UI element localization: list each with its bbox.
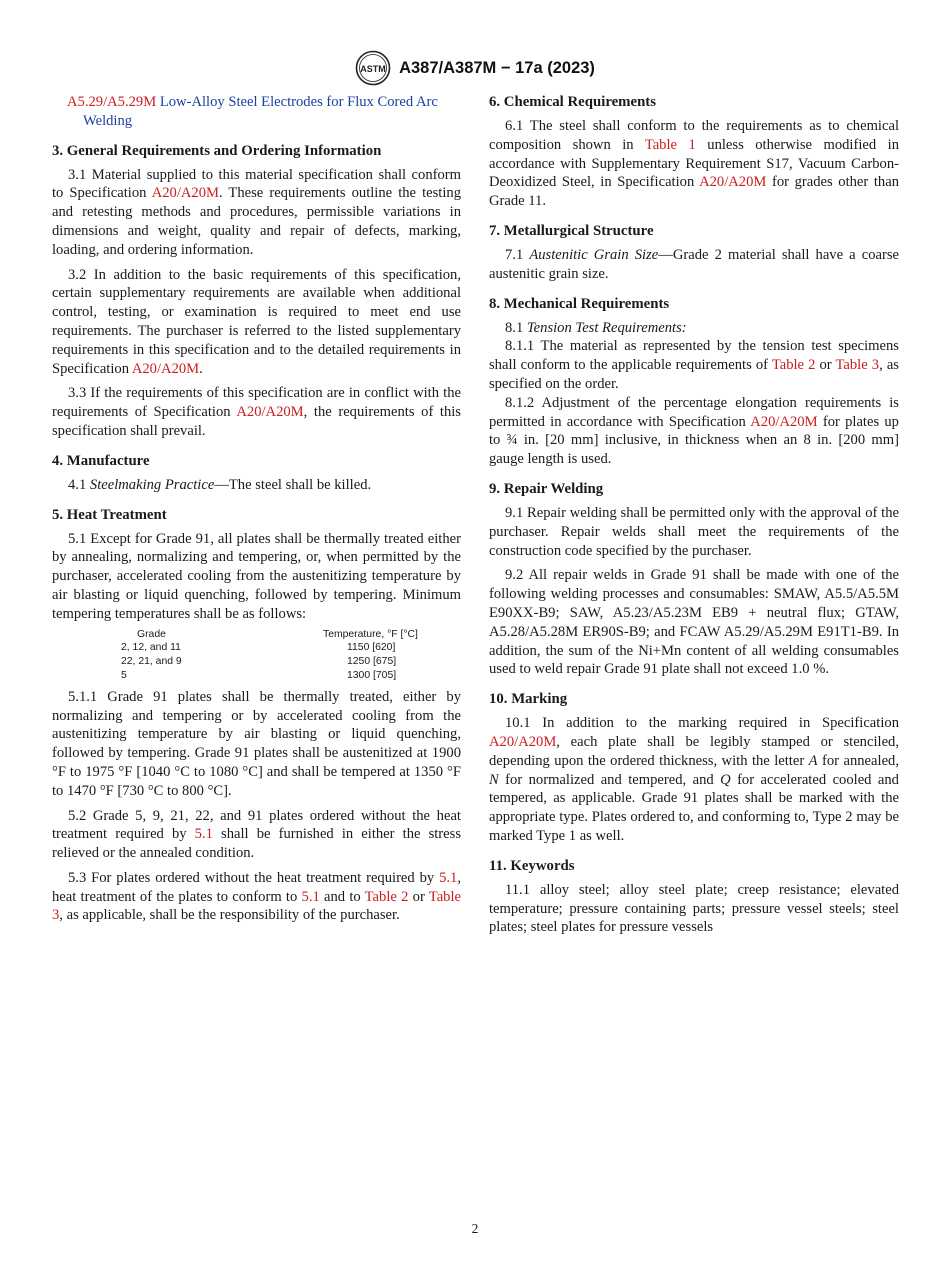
section-5-1-link[interactable]: 5.1 xyxy=(301,888,320,905)
table-3-link[interactable]: Table 3 xyxy=(835,357,880,374)
section-9-heading: 9. Repair Welding xyxy=(489,480,604,497)
table-2-link[interactable]: Table 2 xyxy=(364,888,409,905)
table-cell: 1250 [675] xyxy=(347,656,397,668)
para-8-1-2: 8.1.2 Adjustment of the percentage elongation requirements is permitted in accordance with Specification A20/A20M for plates up to ¾ in. [20 mm] inclusive, in thickness when an 8 in. [200 mm] gauge length is used. xyxy=(489,394,899,468)
table-header-row xyxy=(121,628,418,642)
table-cell: 5 xyxy=(121,669,127,681)
para-5-3: 5.3 For plates ordered without the heat treatment required by 5.1, heat treatment of the plates to conform to 5.1 and to Table 2 or Table 3, as applicable, shall be the responsibility of the purchaser. xyxy=(52,869,461,924)
table-cell: 2, 12, and 11 xyxy=(121,642,181,654)
page-number: 2 xyxy=(471,1221,479,1236)
table-header-temperature: Temperature, °F [°C] xyxy=(323,628,418,640)
para-11-1: 11.1 alloy steel; alloy steel plate; creep resistance; elevated temperature; pressure containing parts; pressure vessel steels; steel plates; steel plates for pressure vessels xyxy=(489,881,899,936)
a20-link[interactable]: A20/A20M xyxy=(699,174,767,191)
section-7-heading: 7. Metallurgical Structure xyxy=(489,222,654,239)
para-6-1: 6.1 The steel shall conform to the requirements as to chemical composition shown in Table 1 unless otherwise modified in accordance with Supplementary Requirement S17, Vacuum Carbon-Deoxidized Steel, in Specification A20/A20M for grades other than Grade 11. xyxy=(489,118,899,210)
para-4-1: 4.1 Steelmaking Practice—The steel shall be killed. xyxy=(68,476,372,493)
page-header xyxy=(0,50,950,86)
table-row xyxy=(121,669,418,683)
table-row xyxy=(121,655,418,669)
para-5-1-1: 5.1.1 Grade 91 plates shall be thermally treated, either by normalizing and tempering or by accelerated cooling from the austenitizing temperature by air blasting or liquid quenching, followed by tempering. Grade 91 plates shall be austenitized at 1900 °F to 1975 °F [1040 °C to 1080 °C] and shall be tempered at 1350 °F to 1470 °F [730 °C to 800 °C]. xyxy=(52,688,461,799)
table-3-link[interactable]: Table 3 xyxy=(52,888,461,924)
left-column xyxy=(52,93,461,925)
table-cell: 22, 21, and 9 xyxy=(121,656,182,668)
para-3-3: 3.3 If the requirements of this specification are in conflict with the requirements of Specification A20/A20M, the requirements of this specification shall prevail. xyxy=(52,385,461,439)
a20-link[interactable]: A20/A20M xyxy=(489,733,557,750)
para-5-2: 5.2 Grade 5, 9, 21, 22, and 91 plates ordered without the heat treatment required by 5.1 shall be furnished in either the stress relieved or the annealed condition. xyxy=(52,807,462,862)
para-10-1: 10.1 In addition to the marking required in Specification A20/A20M, each plate shall be legibly stamped or stenciled, depending upon the ordered thickness, with the letter A for annealed, N for normalized and tempered, and Q for accelerated cooled and tempered, as applicable. Grade 91 plates shall be marked with the appropriate type. Plates ordered to, and conforming to, Type 2 may be marked Type 1 as well. xyxy=(489,715,899,844)
section-6-heading: 6. Chemical Requirements xyxy=(489,94,656,110)
section-5-1-link[interactable]: 5.1 xyxy=(194,826,213,843)
para-8-1-1: 8.1.1 The material as represented by the tension test specimens shall conform to the applicable requirements of Table 2 or Table 3, as specified on the order. xyxy=(489,338,899,392)
para-3-2: 3.2 In addition to the basic requirements of this specification, certain supplementary requirements are available when additional control, testing, or examination is required to meet end use requirements. The purchaser is referred to the listed supplementary requirements in this specification and to the detailed requirements in Specification A20/A20M. xyxy=(52,266,461,377)
para-9-1: 9.1 Repair welding shall be permitted only with the approval of the purchaser. Repair welds shall meet the requirements of the construction code specified by the purchaser. xyxy=(489,504,899,559)
section-3-heading: 3. General Requirements and Ordering Information xyxy=(52,142,382,159)
table-cell: 1150 [620] xyxy=(347,642,396,654)
para-3-1: 3.1 Material supplied to this material specification shall conform to Specification A20/A20M. These requirements outline the testing and retesting methods and procedures, permissible variations in dimensions and weight, quality and repair of defects, marking, loading, and ordering information. xyxy=(52,166,462,258)
table-header-grade: Grade xyxy=(137,628,166,640)
ref-title: Low-Alloy Steel Electrodes for Flux Cored Arc Welding xyxy=(83,94,438,129)
para-5-1: 5.1 Except for Grade 91, all plates shall be thermally treated either by annealing, normalizing and tempering, or, when permitted by the purchaser, accelerated cooling from the austenitizing temperature by air blasting or liquid quenching, followed by tempering. Minimum tempering temperatures shall be as follows: xyxy=(52,530,461,622)
tempering-table xyxy=(121,628,418,683)
ref-code-link[interactable]: A5.29/A5.29M xyxy=(67,94,157,110)
para-7-1: 7.1 Austenitic Grain Size—Grade 2 material shall have a coarse austenitic grain size. xyxy=(489,246,899,282)
a20-link[interactable]: A20/A20M xyxy=(131,360,200,377)
document-id: A387/A387M − 17a (2023) xyxy=(399,58,595,77)
section-5-heading: 5. Heat Treatment xyxy=(52,506,167,523)
table-1-link[interactable]: Table 1 xyxy=(644,136,696,153)
section-10-heading: 10. Marking xyxy=(489,691,568,708)
para-8-1: 8.1 Tension Test Requirements: xyxy=(505,319,687,336)
right-column xyxy=(489,93,899,937)
table-2-link[interactable]: Table 2 xyxy=(771,357,816,374)
table-row xyxy=(121,641,418,655)
a20-link[interactable]: A20/A20M xyxy=(236,404,304,421)
section-4-heading: 4. Manufacture xyxy=(52,452,150,469)
para-9-2: 9.2 All repair welds in Grade 91 shall be made with one of the following welding processes and consumables: SMAW, A5.5/A5.5M E90XX-B9; SAW, A5.23/A5.23M EB9 + neutral flux; GTAW, A5.28/A5.28M ER90S-B9; and FCAW A5.29/A5.29M E91T1-B9. In addition, the sum of the Ni+Mn content of all welding consumables used to weld repair Grade 91 plate shall not exceed 1.0 %. xyxy=(489,567,899,678)
a20-link[interactable]: A20/A20M xyxy=(151,185,219,202)
svg-text:ASTM: ASTM xyxy=(360,64,386,74)
reference-entry xyxy=(52,93,461,131)
a20-link[interactable]: A20/A20M xyxy=(750,413,818,430)
section-11-heading: 11. Keywords xyxy=(489,857,575,874)
table-cell: 1300 [705] xyxy=(347,669,397,681)
section-5-1-link[interactable]: 5.1 xyxy=(439,869,458,886)
astm-logo-icon xyxy=(355,50,391,86)
section-8-heading: 8. Mechanical Requirements xyxy=(489,295,670,312)
